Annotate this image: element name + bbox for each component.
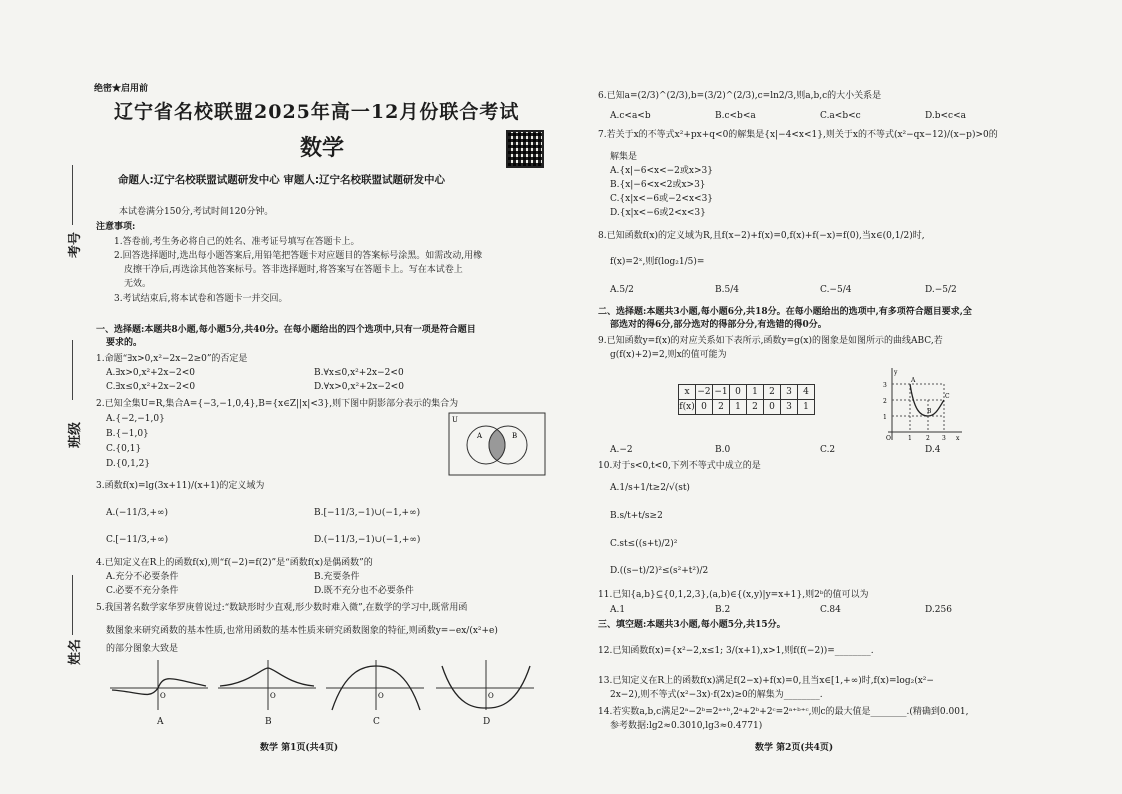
q9-option-c: C.2 [820,445,836,455]
graph-label-c: C [373,717,380,727]
question-9: 9.已知函数y=f(x)的对应关系如下表所示,函数y=g(x)的图象是如图所示的曲线ABC,若 [598,336,943,346]
section-1-heading-b: 要求的。 [106,338,143,348]
q8-option-c: C.−5/4 [820,285,852,295]
svg-text:1: 1 [908,435,912,442]
q8-option-b: B.5/4 [715,285,739,295]
q7-option-b: B.{x|−6<x<2或x>3} [610,180,706,190]
question-14-b: 参考数据:lg2≈0.3010,lg3≈0.4771) [610,721,763,731]
q9-option-b: B.0 [715,445,731,455]
q2-option-c: C.{0,1} [106,444,142,454]
table-cell: 2 [713,400,730,415]
exam-info: 本试卷满分150分,考试时间120分钟。 [119,207,274,217]
graph-a [110,658,210,712]
q1-option-b: B.∀x≤0,x²+2x−2<0 [314,368,404,378]
graph-b [218,658,318,712]
graph-d [436,658,536,712]
table-cell: −1 [713,385,730,400]
svg-text:2: 2 [883,398,887,405]
subject-title: 数学 [300,135,345,161]
q11-option-d: D.256 [925,605,952,615]
table-cell: 2 [764,385,781,400]
svg-text:3: 3 [942,435,946,442]
question-14: 14.若实数a,b,c满足2ᵃ−2ᵇ=2ᵃ⁺ᵇ,2ᵃ+2ᵇ+2ᶜ=2ᵃ⁺ᵇ⁺ᶜ,则c的最大值是________.(精确到0.001, [598,707,969,717]
q11-option-b: B.2 [715,605,731,615]
question-12: 12.已知函数f(x)={x²−2,x≤1; 3/(x+1),x>1,则f(f(−2))=________. [598,646,874,656]
table-cell: 1 [747,385,764,400]
qr-code [506,130,544,168]
svg-text:3: 3 [883,382,887,389]
q11-option-c: C.84 [820,605,841,615]
table-row [679,400,815,415]
side-line [72,165,73,225]
question-5-b: 数图象来研究函数的基本性质,也常用函数的基本性质来研究函数图象的特征,则函数y=−ex/(x²+e) [106,626,498,636]
svg-text:B: B [512,432,518,440]
side-label-class: 班级 [68,421,83,448]
secret-label: 绝密★启用前 [94,84,149,94]
venn-diagram [448,412,546,476]
q3-option-a: A.(−11/3,+∞) [106,508,169,518]
graph-label-b: B [265,717,272,727]
side-label-name: 姓名 [68,638,83,665]
q8-option-a: A.5/2 [610,285,634,295]
question-2: 2.已知全集U=R,集合A={−3,−1,0,4},B={x∈Z||x|<3},则下图中阴影部分表示的集合为 [96,399,459,409]
q1-option-a: A.∃x>0,x²+2x−2<0 [106,368,196,378]
question-7: 7.若关于x的不等式x²+px+q<0的解集是{x|−4<x<1},则关于x的不等式(x²−qx−12)/(x−p)>0的 [598,130,998,140]
question-13-b: 2x−2),则不等式(x²−3x)·f(2x)≥0的解集为________. [610,690,823,700]
svg-text:O: O [160,692,166,700]
q10-option-b: B.s/t+t/s≥2 [610,511,663,521]
question-8-b: f(x)=2ˣ,则f(log₂1/5)= [610,257,705,267]
q6-option-c: C.a<b<c [820,111,861,121]
question-1: 1.命题“∃x>0,x²−2x−2≥0”的否定是 [96,354,248,364]
q9-graph-abc [880,366,964,444]
page-footer-right: 数学 第2页(共4页) [755,743,834,753]
q8-option-d: D.−5/2 [925,285,957,295]
question-5-c: 的部分图象大致是 [106,644,179,654]
table-cell: 1 [730,400,747,415]
authors: 命题人:辽宁名校联盟试题研发中心 审题人:辽宁名校联盟试题研发中心 [118,174,446,186]
q7-option-d: D.{x|x<−6或2<x<3} [610,208,706,218]
graph-label-d: D [483,717,491,727]
svg-text:B: B [927,408,932,415]
table-cell: 2 [747,400,764,415]
svg-text:O: O [488,692,494,700]
question-5: 5.我国著名数学家华罗庚曾说过:“数缺形时少直观,形少数时难入微”,在数学的学习中,既常用函 [96,603,468,613]
svg-text:2: 2 [926,435,930,442]
note-2: 2.回答选择题时,选出每小题答案后,用铅笔把答题卡对应题目的答案标号涂黑。如需改动,用橡 [114,251,483,261]
question-3: 3.函数f(x)=lg(3x+11)/(x+1)的定义域为 [96,481,265,491]
section-3-heading: 三、填空题:本题共3小题,每小题5分,共15分。 [598,620,786,630]
q2-option-b: B.{−1,0} [106,429,149,439]
q4-option-d: D.既不充分也不必要条件 [314,586,414,596]
table-cell: 3 [781,400,798,415]
q2-option-a: A.{−2,−1,0} [106,414,165,424]
table-cell: 4 [798,385,815,400]
note-2c: 无效。 [124,279,152,289]
notes-title: 注意事项: [96,222,136,232]
table-cell: 1 [798,400,815,415]
question-11: 11.已知{a,b}⊆{0,1,2,3},(a,b)∈{(x,y)|y=x+1},则2ᵇ的值可以为 [598,590,869,600]
svg-text:U: U [452,416,458,424]
question-13: 13.已知定义在R上的函数f(x)满足f(2−x)+f(x)=0,且当x∈[1,+∞)时,f(x)=log₂(x²− [598,676,934,686]
graph-label-a: A [157,717,164,727]
section-2-heading: 二、选择题:本题共3小题,每小题6分,共18分。在每小题给出的选项中,有多项符合题目要求,全 [598,307,972,317]
table-cell: −2 [696,385,713,400]
q6-option-d: D.b<c<a [925,111,967,121]
question-8: 8.已知函数f(x)的定义域为R,且f(x−2)+f(x)=0,f(x)+f(−x)=f(0),当x∈(0,1/2)时, [598,231,925,241]
q7-option-c: C.{x|x<−6或−2<x<3} [610,194,714,204]
side-label-exam-number: 考号 [68,231,83,258]
table-cell: x [679,385,696,400]
svg-text:O: O [270,692,276,700]
page-footer-left: 数学 第1页(共4页) [260,743,339,753]
note-2b: 皮擦干净后,再选涂其他答案标号。答非选择题时,将答案写在答题卡上。写在本试卷上 [124,265,463,275]
table-cell: 0 [764,400,781,415]
svg-text:O: O [886,435,891,442]
svg-text:C: C [945,393,950,400]
svg-text:A: A [477,432,483,440]
svg-text:1: 1 [883,414,887,421]
q2-option-d: D.{0,1,2} [106,459,151,469]
svg-text:A: A [911,377,916,384]
q4-option-c: C.必要不充分条件 [106,586,179,596]
question-4: 4.已知定义在R上的函数f(x),则“f(−2)=f(2)”是“函数f(x)是偶函数”的 [96,558,373,568]
q6-option-b: B.c<b<a [715,111,756,121]
q7-option-a: A.{x|−6<x<−2或x>3} [610,166,713,176]
q3-option-d: D.(−11/3,−1)∪(−1,+∞) [314,535,421,545]
svg-text:O: O [378,692,384,700]
q10-option-c: C.st≤((s+t)/2)² [610,539,678,549]
q6-option-a: A.c<a<b [610,111,651,121]
note-3: 3.考试结束后,将本试卷和答题卡一并交回。 [114,294,288,304]
q10-option-d: D.((s−t)/2)²≤(s²+t²)/2 [610,566,709,576]
note-1: 1.答卷前,考生务必将自己的姓名、准考证号填写在答题卡上。 [114,237,360,247]
graph-c [326,658,426,712]
table-cell: f(x) [679,400,696,415]
q9-option-d: D.4 [925,445,941,455]
q10-option-a: A.1/s+1/t≥2/√(st) [610,483,690,493]
q9-option-a: A.−2 [610,445,633,455]
q3-option-c: C.[−11/3,+∞) [106,535,169,545]
side-line [72,340,73,400]
table-cell: 0 [696,400,713,415]
q3-option-b: B.[−11/3,−1)∪(−1,+∞) [314,508,421,518]
question-9-b: g(f(x)+2)=2,则x的值可能为 [610,350,727,360]
q9-table [678,384,815,415]
q11-option-a: A.1 [610,605,626,615]
side-line [72,575,73,635]
question-7-b: 解集是 [610,152,638,162]
q4-option-b: B.充要条件 [314,572,360,582]
question-10: 10.对于s<0,t<0,下列不等式中成立的是 [598,461,761,471]
section-2-heading-b: 部选对的得6分,部分选对的得部分分,有选错的得0分。 [610,320,827,330]
svg-text:y: y [894,369,898,376]
q1-option-c: C.∃x≤0,x²+2x−2<0 [106,382,196,392]
table-cell: 0 [730,385,747,400]
table-cell: 3 [781,385,798,400]
q4-option-a: A.充分不必要条件 [106,572,179,582]
q1-option-d: D.∀x>0,x²+2x−2<0 [314,382,404,392]
section-1-heading: 一、选择题:本题共8小题,每小题5分,共40分。在每小题给出的四个选项中,只有一项是符合题目 [96,325,476,335]
question-6: 6.已知a=(2/3)^(2/3),b=(3/2)^(2/3),c=ln2/3,则a,b,c的大小关系是 [598,91,882,101]
table-row [679,385,815,400]
svg-text:x: x [956,435,960,442]
exam-title: 辽宁省名校联盟2025年高一12月份联合考试 [114,101,520,123]
